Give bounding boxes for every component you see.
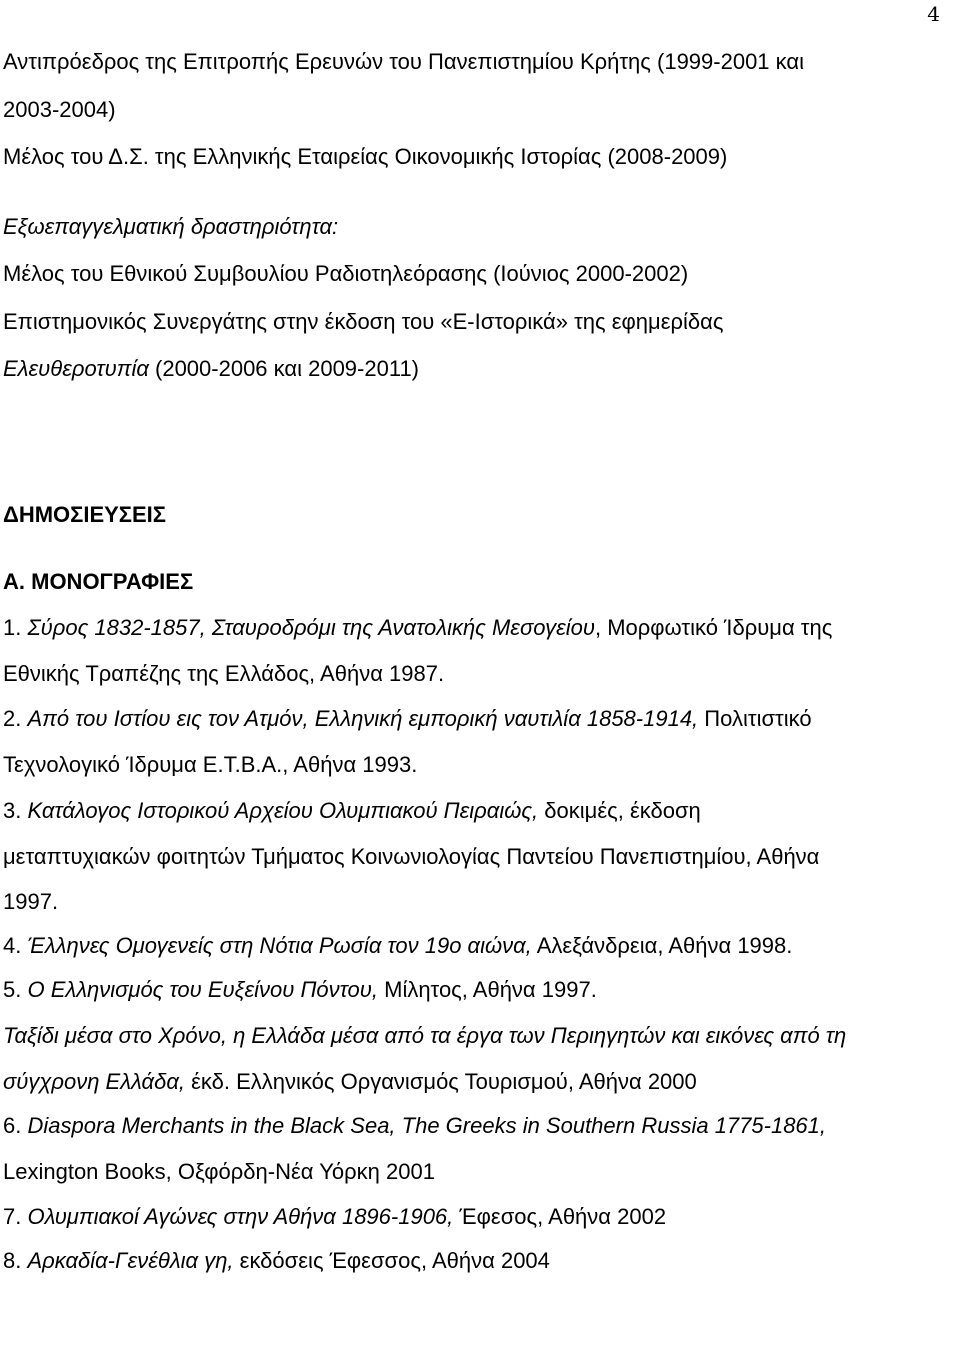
intro-line-3: Μέλος του Δ.Σ. της Ελληνικής Εταιρείας Οικονομικής Ιστορίας (2008-2009) bbox=[3, 144, 728, 169]
extra-activity-line-1: Μέλος του Εθνικού Συμβουλίου Ραδιοτηλεόρασης (Ιούνιος 2000-2002) bbox=[3, 261, 689, 286]
newspaper-name: Ελευθεροτυπία bbox=[3, 356, 149, 381]
publication-item-5-line-2 bbox=[3, 1012, 958, 1060]
publication-number: 2. bbox=[3, 706, 28, 731]
publication-title: Σύρος 1832-1857, Σταυροδρόμι της Ανατολικής Μεσογείου bbox=[27, 614, 595, 640]
publication-item-6-line-2: Lexington Books, Οξφόρδη-Νέα Υόρκη 2001 bbox=[3, 1158, 435, 1184]
publication-item-1 bbox=[3, 606, 958, 650]
publication-title: Ολυμπιακοί Αγώνες στην Αθήνα 1896-1906, bbox=[27, 1204, 454, 1229]
publication-details: , Μορφωτικό Ίδρυμα της bbox=[594, 614, 833, 640]
publication-details: Πολιτιστικό bbox=[698, 706, 812, 731]
publications-title: ΔΗΜΟΣΙΕΥΣΕΙΣ bbox=[3, 501, 166, 527]
publication-number: 8. bbox=[3, 1248, 28, 1273]
publication-title: Έλληνες Ομογενείς στη Νότια Ρωσία τον 19ο αιώνα, bbox=[27, 933, 532, 958]
publication-item-2-line-2: Τεχνολογικό Ίδρυμα Ε.Τ.Β.Α., Αθήνα 1993. bbox=[3, 752, 418, 777]
publication-item-6 bbox=[3, 1104, 958, 1148]
publication-title: Αρκαδία-Γενέθλια γη, bbox=[27, 1248, 234, 1273]
extra-activity-heading bbox=[3, 203, 958, 251]
publication-title: Diaspora Merchants in the Black Sea, The Greeks in Southern Russia 1775-1861, bbox=[27, 1112, 827, 1138]
extra-activity-line-2: Επιστημονικός Συνεργάτης στην έκδοση του «Ε-Ιστορικά» της εφημερίδας bbox=[3, 308, 724, 334]
publication-item-8 bbox=[3, 1239, 958, 1283]
publication-number: 4. bbox=[3, 933, 28, 958]
publication-item-2 bbox=[3, 697, 958, 741]
intro-line-1: Αντιπρόεδρος της Επιτροπής Ερευνών του Πανεπιστημίου Κρήτης (1999-2001 και bbox=[3, 49, 804, 74]
publication-details: εκδόσεις Έφεσσος, Αθήνα 2004 bbox=[233, 1248, 550, 1273]
publication-item-7 bbox=[3, 1195, 958, 1239]
page-number: 4 bbox=[927, 2, 940, 26]
extra-activity-line-3 bbox=[3, 345, 958, 393]
publication-title: Από του Ιστίου εις τον Ατμόν, Ελληνική εμπορική ναυτιλία 1858-1914, bbox=[27, 706, 699, 731]
publication-title: σύγχρονη Ελλάδα, bbox=[3, 1068, 185, 1094]
publication-item-5-line-3 bbox=[3, 1060, 958, 1104]
publication-number: 6. bbox=[3, 1112, 28, 1138]
publication-item-1-line-2: Εθνικής Τραπέζης της Ελλάδος, Αθήνα 1987. bbox=[3, 660, 445, 686]
extra-activity-heading-text: Εξωεπαγγελματική δραστηριότητα: bbox=[3, 213, 339, 239]
publication-details: Έφεσος, Αθήνα 2002 bbox=[453, 1204, 667, 1229]
publication-details: Μίλητος, Αθήνα 1997. bbox=[378, 977, 597, 1002]
publication-title: Ταξίδι μέσα στο Χρόνο, η Ελλάδα μέσα από τα έργα των Περιηγητών και εικόνες από τη bbox=[3, 1023, 847, 1048]
publication-item-4 bbox=[3, 924, 958, 968]
extra-activity-years: (2000-2006 και 2009-2011) bbox=[148, 356, 420, 381]
document-body bbox=[3, 38, 958, 1283]
publication-details: δοκιμές, έκδοση bbox=[538, 797, 701, 823]
publication-number: 3. bbox=[3, 797, 28, 823]
publication-item-3-line-3: 1997. bbox=[3, 889, 59, 914]
intro-line-2: 2003-2004) bbox=[3, 96, 116, 122]
publication-details: Αλεξάνδρεια, Αθήνα 1998. bbox=[531, 933, 793, 958]
publication-details: έκδ. Ελληνικός Οργανισμός Τουρισμού, Αθήνα 2000 bbox=[184, 1068, 697, 1094]
publication-item-3 bbox=[3, 789, 958, 833]
publication-title: Ο Ελληνισμός του Ευξείνου Πόντου, bbox=[27, 977, 378, 1002]
publication-number: 1. bbox=[3, 614, 28, 640]
monographs-subtitle: Α. ΜΟΝΟΓΡΑΦΙΕΣ bbox=[3, 569, 194, 594]
publication-item-5 bbox=[3, 968, 958, 1012]
publication-item-3-line-2: μεταπτυχιακών φοιτητών Τμήματος Κοινωνιολογίας Παντείου Πανεπιστημίου, Αθήνα bbox=[3, 843, 820, 869]
publication-number: 7. bbox=[3, 1204, 28, 1229]
publication-number: 5. bbox=[3, 977, 28, 1002]
publication-title: Κατάλογος Ιστορικού Αρχείου Ολυμπιακού Πειραιώς, bbox=[27, 797, 539, 823]
